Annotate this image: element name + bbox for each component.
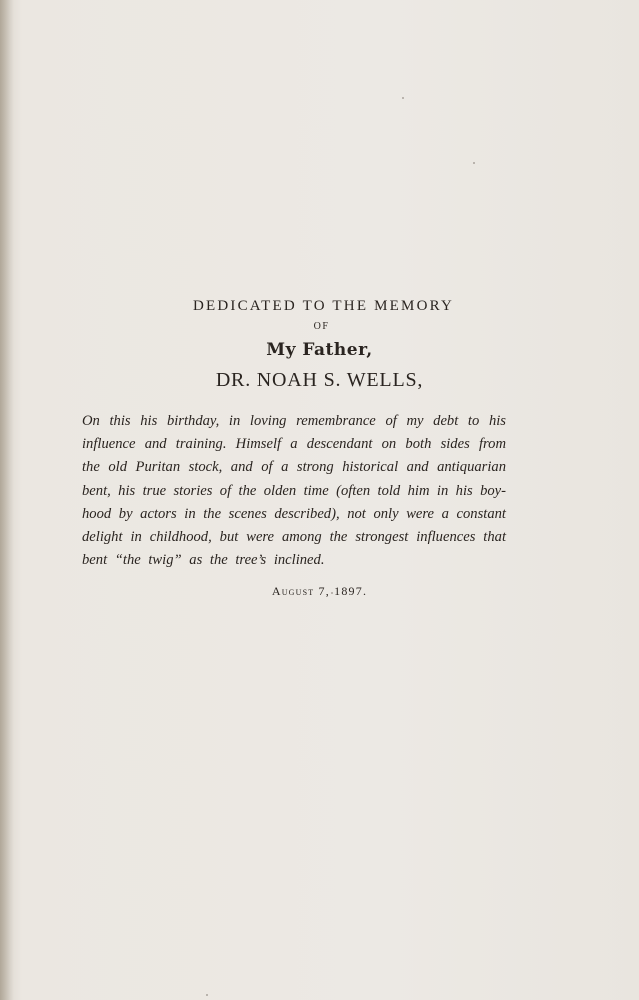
dedication-of: OF (313, 321, 330, 332)
body-line: bent, his true stories of the olden time (often told him in his boy- (82, 482, 506, 499)
paper-speck (331, 592, 333, 594)
dedication-block (0, 296, 639, 392)
dedication-name: DR. NOAH S. WELLS, (215, 369, 424, 391)
body-line: delight in childhood, but were among the strongest influences that (82, 529, 506, 546)
dedication-heading: DEDICATED TO THE MEMORY (192, 298, 455, 314)
dedication-recipient: My Father, (266, 340, 373, 360)
body-line: bent “the twig” as the tree’s inclined. (82, 552, 325, 569)
paper-speck (402, 97, 404, 99)
dedication-date: August 7, 1897. (271, 584, 368, 598)
body-line: On this his birthday, in loving remembrance of my debt to his (82, 413, 506, 429)
paper-speck (473, 162, 475, 164)
body-line: hood by actors in the scenes described), not only were a constant (82, 505, 506, 522)
gutter-shadow (0, 0, 14, 1000)
body-line: influence and training. Himself a descendant on both sides from (82, 436, 506, 453)
body-line: the old Puritan stock, and of a strong historical and antiquarian (82, 459, 506, 476)
dedication-body (82, 410, 506, 572)
paper-speck (206, 994, 208, 996)
